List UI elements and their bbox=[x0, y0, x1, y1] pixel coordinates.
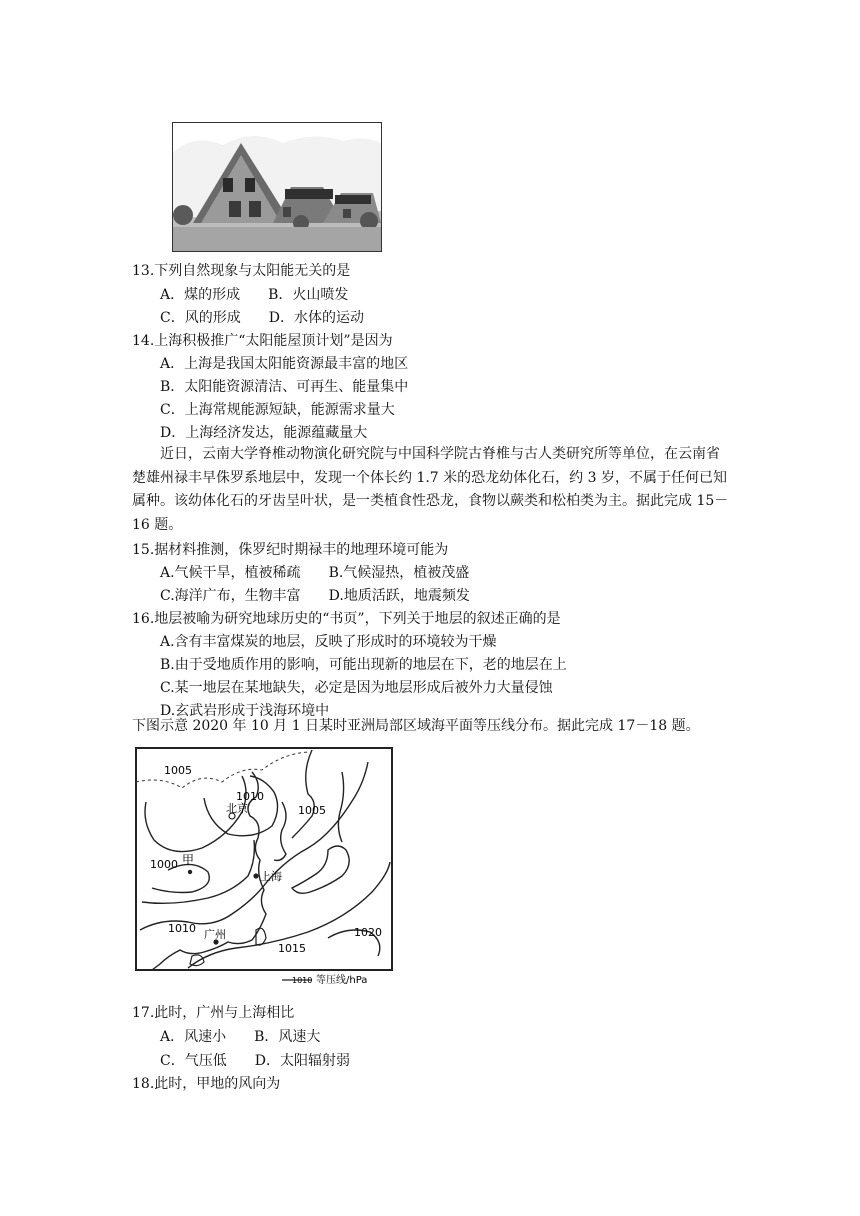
shanghai-marker bbox=[253, 873, 258, 878]
option-14-d[interactable]: D．上海经济发达，能源蕴藏量大 bbox=[160, 425, 368, 441]
isobar-map bbox=[132, 742, 398, 984]
option-17-d[interactable]: D．太阳辐射弱 bbox=[254, 1053, 350, 1069]
option-14-a[interactable]: A．上海是我国太阳能资源最丰富的地区 bbox=[160, 356, 409, 372]
option-13-b[interactable]: B．火山喷发 bbox=[268, 287, 349, 303]
solar-house-illustration bbox=[173, 123, 381, 251]
option-15-c[interactable]: C.海洋广布，生物丰富 bbox=[160, 588, 301, 604]
question-17-stem: 17.此时，广州与上海相比 bbox=[132, 1005, 295, 1021]
question-18-stem: 18.此时，甲地的风向为 bbox=[132, 1076, 281, 1092]
option-17-a[interactable]: A．风速小 bbox=[160, 1029, 227, 1045]
option-15-d[interactable]: D.地质活跃，地震频发 bbox=[328, 588, 470, 604]
label-iso1010a: 1010 bbox=[236, 790, 264, 803]
isobar-map-graphic bbox=[132, 742, 398, 984]
label-beijing: 北京 bbox=[226, 802, 248, 815]
label-jia: 甲 bbox=[182, 853, 195, 867]
jia-marker bbox=[188, 870, 192, 874]
option-16-b[interactable]: B.由于受地质作用的影响，可能出现新的地层在下，老的地层在上 bbox=[160, 657, 567, 673]
option-13-c[interactable]: C．风的形成 bbox=[160, 310, 241, 326]
label-iso1010b: 1010 bbox=[168, 922, 196, 935]
question-15-options-row1 bbox=[160, 563, 469, 583]
reading-passage: 近日，云南大学脊椎动物演化研究院与中国科学院古脊椎与古人类研究所等单位，在云南省楚雄州禄丰早侏罗系地层中，发现一个体长约 1.7 米的恐龙幼体化石，约 3 岁，不属于任何已知属种。该幼体化石的牙齿呈叶状，是一类植食性恐龙，食物以蕨类和松柏类为主。据此完成 15－16 题。 bbox=[132, 446, 729, 533]
question-16-stem: 16.地层被喻为研究地球历史的“书页”，下列关于地层的叙述正确的是 bbox=[132, 611, 561, 627]
option-13-a[interactable]: A．煤的形成 bbox=[160, 287, 241, 303]
option-16-d[interactable]: D.玄武岩形成于浅海环境中 bbox=[160, 703, 330, 719]
map-intro: 下图示意 2020 年 10 月 1 日某时亚洲局部区域海平面等压线分布。据此完成 17－18 题。 bbox=[132, 718, 700, 734]
question-17-options-row2 bbox=[160, 1051, 350, 1071]
legend-text: 等压线/hPa bbox=[316, 975, 368, 984]
question-14-stem: 14.上海积极推广“太阳能屋顶计划”是因为 bbox=[132, 333, 393, 349]
option-14-b[interactable]: B．太阳能资源清洁、可再生、能量集中 bbox=[160, 379, 409, 395]
question-13-options-row1 bbox=[160, 285, 348, 305]
option-17-c[interactable]: C．气压低 bbox=[160, 1053, 227, 1069]
option-16-a[interactable]: A.含有丰富煤炭的地层，反映了形成时的环境较为干燥 bbox=[160, 634, 497, 650]
legend-value: 1010 bbox=[292, 976, 313, 984]
option-14-c[interactable]: C．上海常规能源短缺，能源需求量大 bbox=[160, 402, 395, 418]
question-15-stem: 15.据材料推测，侏罗纪时期禄丰的地理环境可能为 bbox=[132, 542, 449, 558]
option-15-a[interactable]: A.气候干旱，植被稀疏 bbox=[160, 565, 301, 581]
label-iso1020: 1020 bbox=[354, 926, 382, 939]
label-iso1005a: 1005 bbox=[164, 764, 192, 777]
option-17-b[interactable]: B．风速大 bbox=[254, 1029, 321, 1045]
label-iso1000: 1000 bbox=[150, 858, 178, 871]
question-13-stem: 13.下列自然现象与太阳能无关的是 bbox=[132, 263, 351, 279]
label-shanghai: 上海 bbox=[260, 870, 282, 883]
option-15-b[interactable]: B.气候湿热，植被茂盛 bbox=[328, 565, 470, 581]
question-17-options-row1 bbox=[160, 1027, 320, 1047]
label-iso1015: 1015 bbox=[278, 942, 306, 955]
label-iso1005b: 1005 bbox=[298, 804, 326, 817]
option-16-c[interactable]: C.某一地层在某地缺失，必定是因为地层形成后被外力大量侵蚀 bbox=[160, 680, 553, 696]
question-13-options-row2 bbox=[160, 308, 364, 328]
label-guangzhou: 广州 bbox=[204, 928, 226, 941]
question-15-options-row2 bbox=[160, 586, 470, 606]
solar-house-photo bbox=[172, 122, 382, 252]
option-13-d[interactable]: D．水体的运动 bbox=[268, 310, 364, 326]
